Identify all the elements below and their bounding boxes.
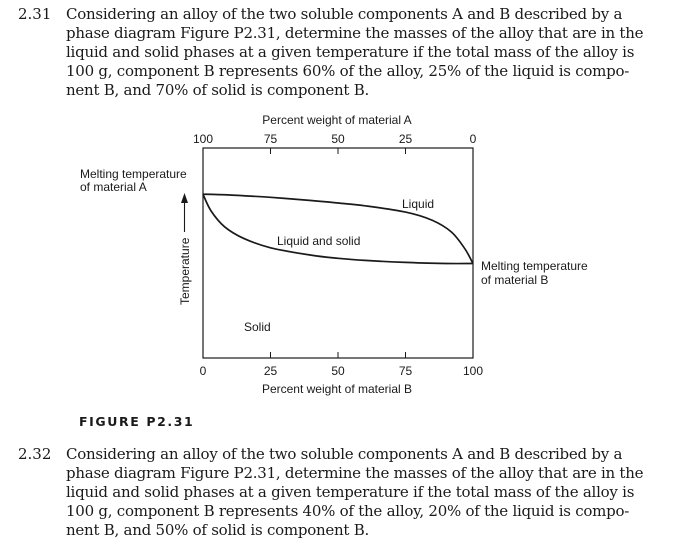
top-tick-label: 50	[331, 132, 345, 146]
top-tick-label: 100	[192, 132, 214, 146]
text-line: liquid and solid phases at a given temperature if the total mass of the alloy is	[66, 43, 635, 61]
top-tick-label: 25	[398, 132, 413, 146]
region-label-liquid: Liquid	[402, 197, 435, 211]
top-tick-label: 0	[469, 132, 477, 146]
top-axis-ticks	[193, 132, 477, 154]
text-line: nent B, and 50% of solid is component B.	[66, 521, 370, 539]
text-line: liquid and solid phases at a given temperature if the total mass of the alloy is	[66, 483, 635, 501]
melting-temp-b-line1: Melting temperature	[481, 259, 588, 273]
text-line: phase diagram Figure P2.31, determine the masses of the alloy that are in the	[66, 464, 644, 482]
text-line: 100 g, component B represents 60% of the alloy, 25% of the liquid is compo-	[66, 62, 630, 80]
problem-number: 2.32	[18, 445, 52, 463]
bottom-axis-ticks	[200, 352, 484, 378]
temperature-arrow-icon	[181, 193, 188, 203]
text-line: 100 g, component B represents 40% of the alloy, 20% of the liquid is compo-	[66, 502, 630, 520]
text-line: Considering an alloy of the two soluble components A and B described by a	[66, 445, 623, 463]
text-line: phase diagram Figure P2.31, determine the masses of the alloy that are in the	[66, 24, 644, 42]
region-label-liquid-and-solid: Liquid and solid	[277, 234, 361, 248]
bottom-tick-label: 75	[398, 364, 413, 378]
melting-temp-a-line1: Melting temperature	[80, 167, 187, 181]
problem-number: 2.31	[18, 5, 52, 23]
text-line: nent B, and 70% of solid is component B.	[66, 81, 370, 99]
bottom-tick-label: 25	[263, 364, 278, 378]
region-label-solid: Solid	[244, 320, 271, 334]
bottom-tick-label: 50	[331, 364, 345, 378]
bottom-axis-title: Percent weight of material B	[261, 382, 413, 396]
text-line: Considering an alloy of the two soluble components A and B described by a	[66, 5, 623, 23]
melting-temp-b-line2: of material B	[481, 273, 549, 287]
bottom-tick-label: 0	[199, 364, 207, 378]
problem-text	[66, 445, 644, 540]
top-axis-title: Percent weight of material A	[262, 113, 412, 127]
bottom-tick-label: 100	[462, 364, 484, 378]
top-tick-label: 75	[263, 132, 278, 146]
temperature-axis-label: Temperature	[178, 237, 192, 305]
figure-caption: FIGURE P2.31	[79, 414, 195, 429]
melting-temp-a-line2: of material A	[80, 180, 147, 194]
